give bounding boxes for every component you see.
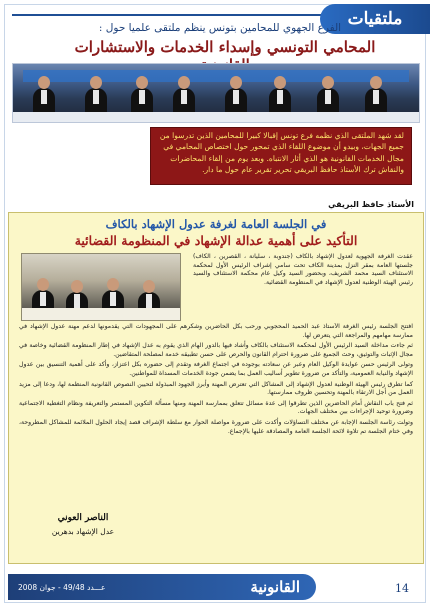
photo-banner [23,70,409,82]
section-tab: ملتقيات [320,4,430,34]
signature-name: الناصر العوني [57,513,109,523]
photo-table [13,112,419,122]
article-kicker: الفرع الجهوي للمحامين بتونس ينظم ملتقى علميا حول : [98,22,342,34]
article-box [8,212,424,564]
meeting-photo [21,253,181,321]
article-intro [193,253,413,321]
seminar-photo [12,63,420,123]
article-body [19,323,413,515]
article-paragraph: افتتح الجلسة رئيس الغرفة الأستاذ عبد الحميد المحجوبي ورحب بكل الحاضرين وشكرهم على المجهودات التي يقدمونها لدعم مهنة عدول الإشهاد في ممارسة مهامهم والمراجعة التي يتعرض لها. [19,323,413,339]
article-paragraph: كما تطرق رئيس الهيئة الوطنية لعدول الإشهاد إلى المشاكل التي تعترض المهنة وأبرز الجهود المبذولة لتحيين النصوص القانونية المنظمة لها، ودعا إلى مزيد العمل من أجل الارتقاء بالمهنة وتحسين ظروف ممارستها. [19,380,413,397]
article-paragraph: وتولت رئاسة الجلسة الإجابة عن مختلف التساؤلات وأكدت على ضرورة مواصلة الحوار مع سلطة الإشراف قصد إيجاد الحلول الملائمة للمشاكل المطروحة، وفي ختام الجلسة تم تلاوة لائحة الجلسة العامة والمصادقة عليها بالإجماع. [19,418,413,435]
issue-label: عـــدد 49/48 - جوان 2008 [18,582,106,592]
photo-table [22,308,180,320]
author-byline: الأستاذ حافظ البريقي [328,200,414,209]
article-paragraph: ثم جاءت مداخلة السيد الرئيس الأول لمحكمة الاستئناف بالكاف وأشاد فيها بالدور الهام الذي يقوم به عدل الإشهاد في إطار المنظومة القضائية وخاصة في مجال الإثبات والتوثيق، وحث الجميع على ضرورة احترام القانون والحرص على حسن تطبيقه خدمة لمصلحة المتقاضين. [19,342,413,358]
page-headline: المحامي التونسي وإسداء الخدمات والاستشارات [74,38,376,56]
article-title-line2: التأكيد على أهمية عدالة الإشهاد في المنظومة القضائية [74,233,358,248]
article-title-line1: في الجلسة العامة لغرفة عدول الإشهاد بالكاف [105,217,327,231]
magazine-logo: القانونية [250,578,300,596]
photo-caption: لقد شهد الملتقى الذي نظمه فرع تونس إقبالا كبيرا للمحامين الذين تدرسوا من جميع الجهات، وبيدو أن موضوع اللقاء الذي تمحور حول اختصاص المحامي في مجال الخدمات القانونية هو الذي أثار الانتباه. وبعد يوم من إلقاء المحاضرات والنقاش ترك الأستاذ حافظ البريقي تحرير تقرير عام حول ما دار. [150,127,412,185]
signature-role: عدل الإشهاد بدهرين [51,527,115,536]
footer-bar [8,574,316,600]
article-paragraph: ثم فتح باب النقاش أمام الحاضرين الذين تطرقوا إلى عدة مسائل تتعلق بممارسة المهنة ومنها مسألة التكوين المستمر والتعريفة ونظام التغطية الاجتماعية وضرورة توحيد الإجراءات بين مختلف الجهات. [19,399,413,416]
article-paragraph: عقدت الغرفة الجهوية لعدول الإشهاد بالكاف (جندوبة ، سليانة ، القصرين ، الكاف) جلستها العامة بمقر النزل بمدينة الكاف تحت سامي إشراف الرئيس الأول لمحكمة الاستئناف السيد محمد الشريف، وبحضور السيد وكيل عام محكمة الاستئناف والسيد رئيس الهيئة الوطنية لعدول الإشهاد في المنظومة القضائية. [193,253,413,286]
article-paragraph: وتولى الرئيس حسن عوايدة الوكيل العام وعبر عن سعادته بوجوده في اجتماع الغرفة وتقدم إلى حضوره بكل اعتزاز، وأكد على أهمية التنسيق بين عدول الإشهاد والنيابة العمومية، والتأكد من ضرورة تطوير أساليب العمل بما يضمن جودة الخدمات المسداة للمواطنين. [19,361,413,377]
page-number: 14 [395,582,409,595]
article-signature [23,513,143,536]
